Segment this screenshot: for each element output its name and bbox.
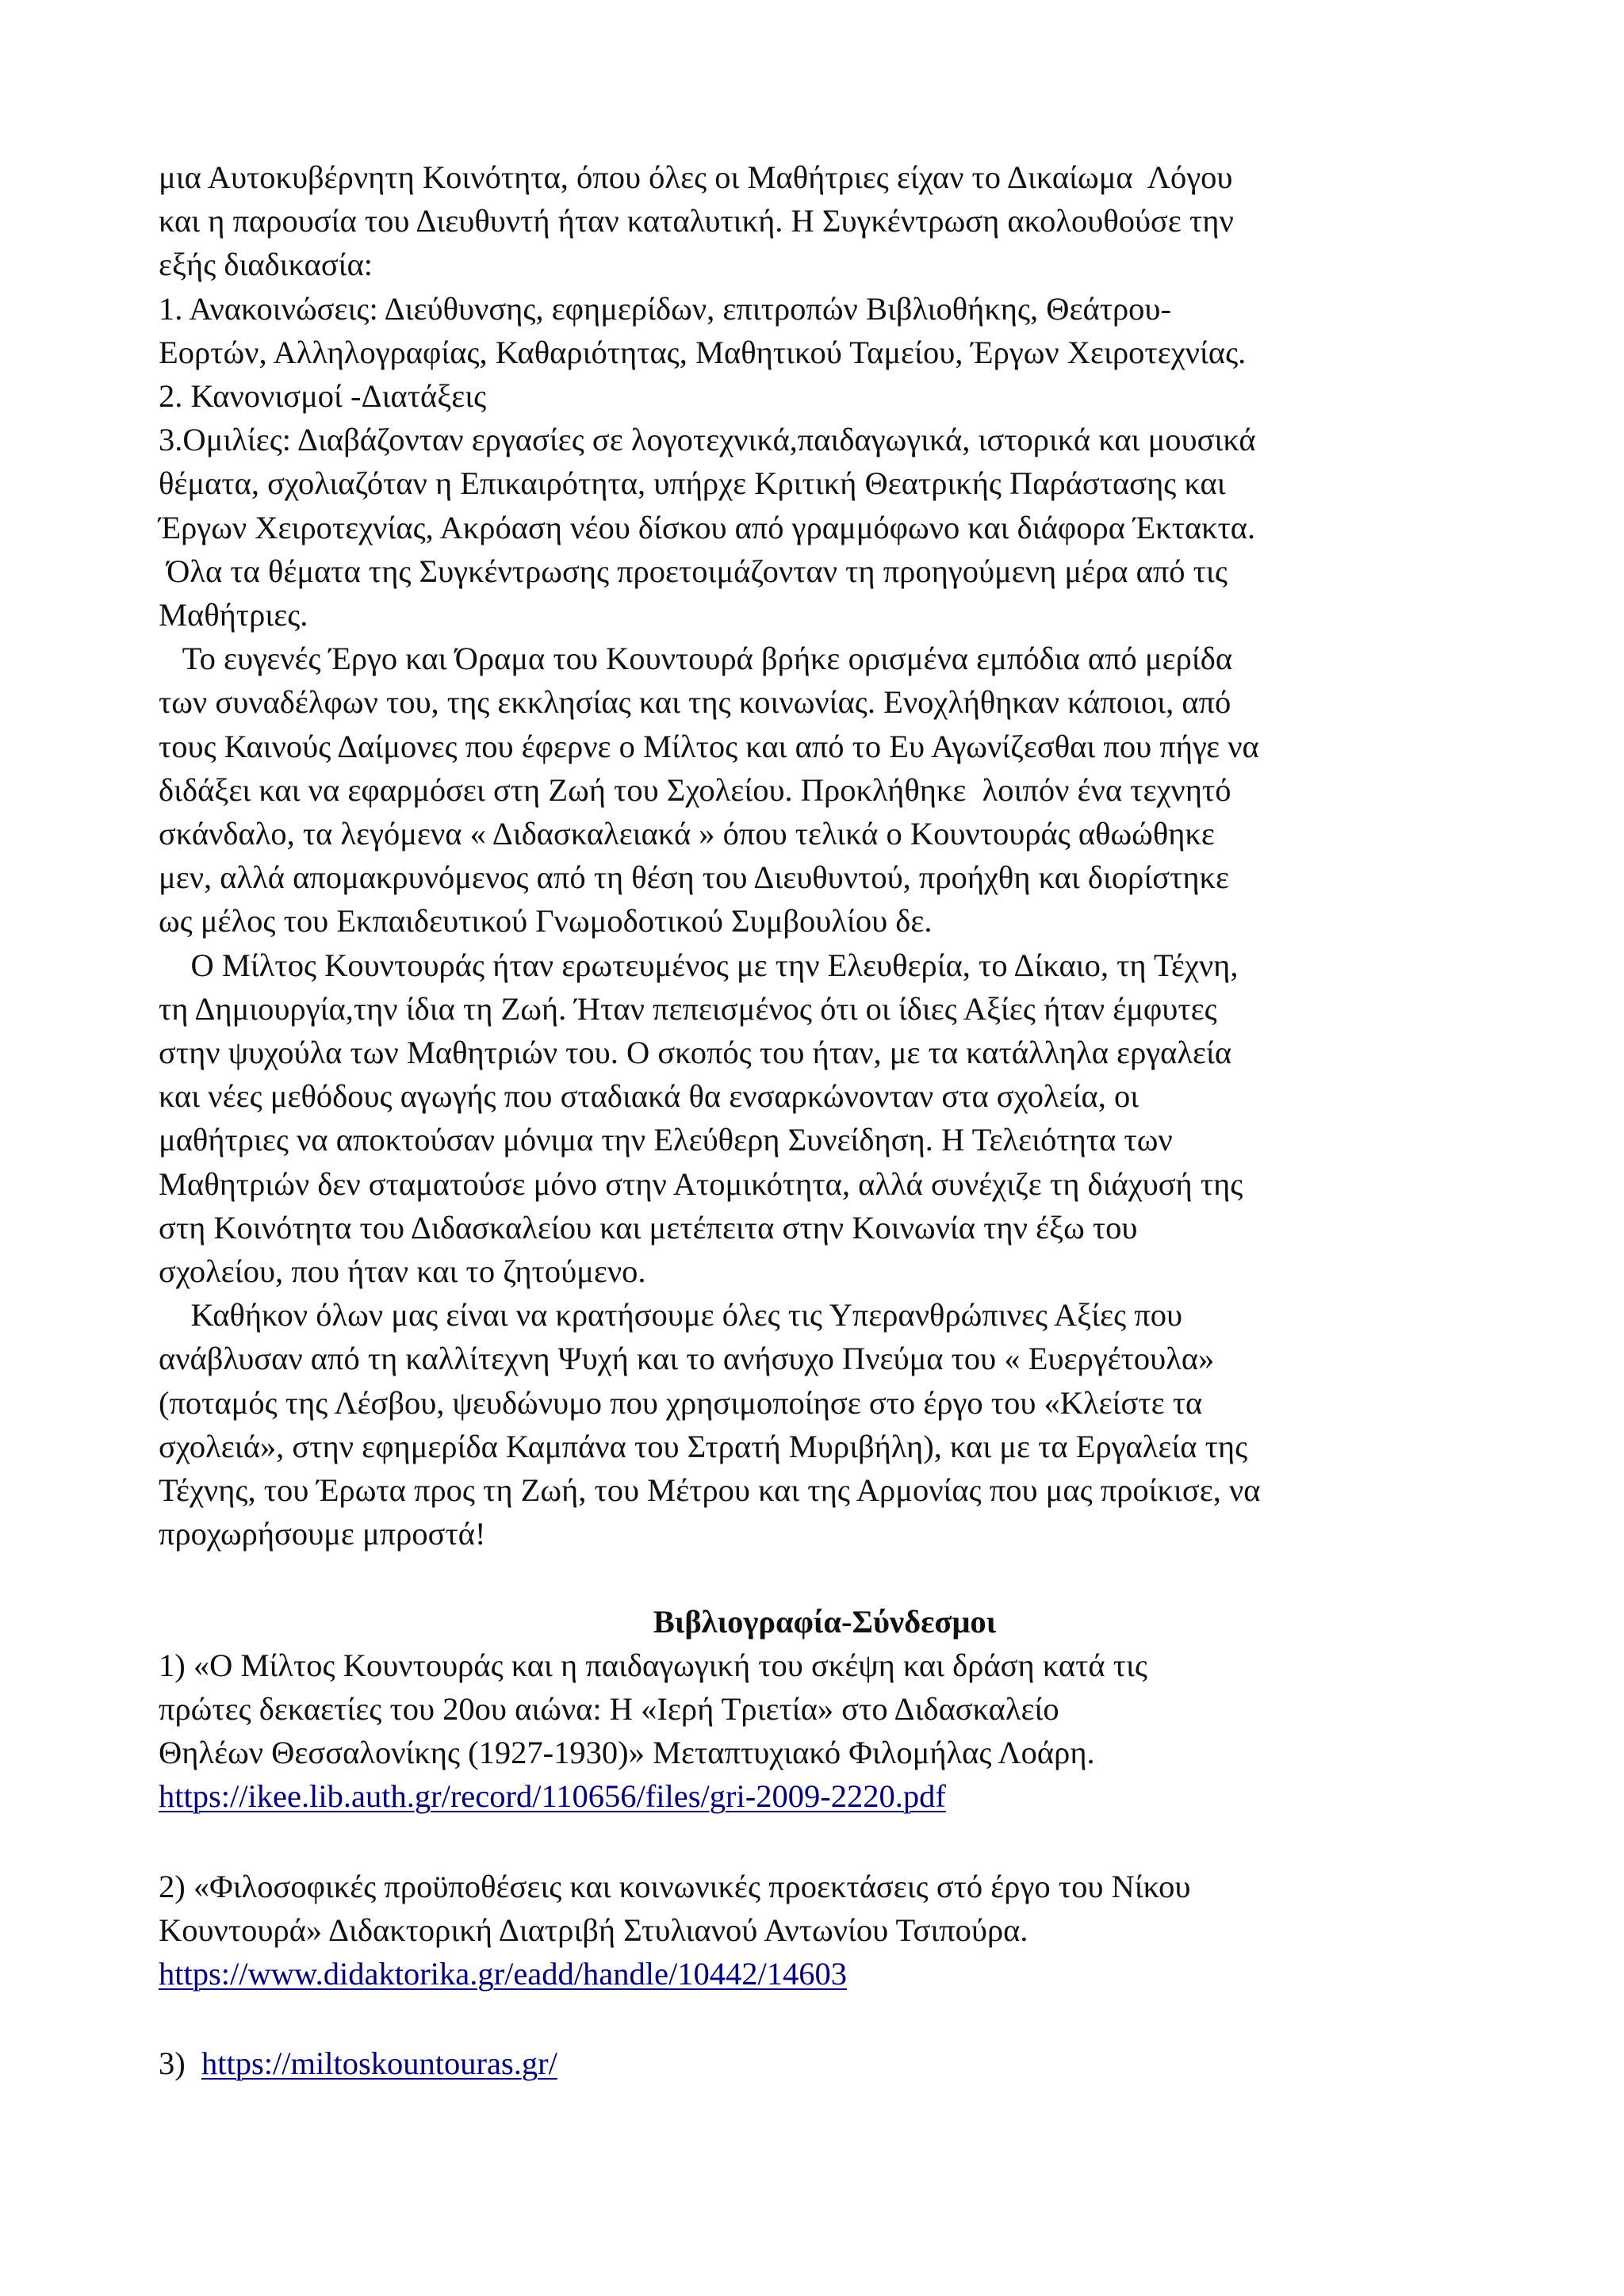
reference-line: 2) «Φιλοσοφικές προϋποθέσεις και κοινωνικές προεκτάσεις στό έργο του Νίκου — [159, 1868, 1191, 1904]
body-line: των συναδέλφων του, της εκκλησίας και της κοινωνίας. Ενοχλήθηκαν κάποιοι, από — [159, 684, 1231, 721]
reference-2 — [159, 1865, 1491, 1996]
reference-line: 1) «Ο Μίλτος Κουντουράς και η παιδαγωγική του σκέψη και δράση κατά τις — [159, 1647, 1147, 1683]
body-line: σκάνδαλο, τα λεγόμενα « Διδασκαλειακά » όπου τελικά ο Κουντουράς αθωώθηκε — [159, 816, 1215, 852]
body-line: ως μέλος του Εκπαιδευτικού Γνωμοδοτικού Συμβουλίου δε. — [159, 903, 933, 939]
body-text — [159, 155, 1491, 1556]
document-page — [159, 155, 1491, 2085]
body-line: σχολειά», στην εφημερίδα Καμπάνα του Στρατή Μυριβήλη), και με τα Εργαλεία της — [159, 1428, 1248, 1464]
body-line: Όλα τα θέματα της Συγκέντρωσης προετοιμάζονταν τη προηγούμενη μέρα από τις — [159, 553, 1228, 589]
body-line: ανάβλυσαν από τη καλλίτεχνη Ψυχή και το ανήσυχο Πνεύμα του « Ευεργέτουλα» — [159, 1341, 1215, 1377]
body-line: Καθήκον όλων μας είναι να κρατήσουμε όλες τις Υπερανθρώπινες Αξίες που — [159, 1297, 1183, 1334]
reference-1-link[interactable]: https://ikee.lib.auth.gr/record/110656/files/gri-2009-2220.pdf — [159, 1778, 946, 1815]
body-line: Τέχνης, του Έρωτα προς τη Ζωή, του Μέτρου και της Αρμονίας που μας προίκισε, να — [159, 1472, 1261, 1509]
body-line: μια Αυτοκυβέρνητη Κοινότητα, όπου όλες οι Μαθήτριες είχαν το Δικαίωμα Λόγου — [159, 159, 1233, 195]
reference-line: πρώτες δεκαετίες του 20ου αιώνα: Η «Ιερή Τριετία» στο Διδασκαλείο — [159, 1690, 1059, 1727]
body-line: μαθήτριες να αποκτούσαν μόνιμα την Ελεύθερη Συνείδηση. Η Τελειότητα των — [159, 1122, 1173, 1158]
reference-1 — [159, 1644, 1491, 1819]
body-line: θέματα, σχολιαζόταν η Επικαιρότητα, υπήρχε Κριτική Θεατρικής Παράστασης και — [159, 465, 1226, 502]
body-line: (ποταμός της Λέσβου, ψευδώνυμο που χρησιμοποίησε στο έργο του «Κλείστε τα — [159, 1384, 1203, 1421]
body-line: προχωρήσουμε μπροστά! — [159, 1516, 486, 1552]
body-line: εξής διαδικασία: — [159, 247, 373, 283]
body-line: Το ευγενές Έργο και Όραμα του Κουντουρά βρήκε ορισμένα εμπόδια από μερίδα — [159, 641, 1233, 677]
body-line: στη Κοινότητα του Διδασκαλείου και μετέπειτα στην Κοινωνία την έξω του — [159, 1209, 1138, 1246]
body-line: Μαθήτριες. — [159, 597, 308, 633]
body-line: Ο Μίλτος Κουντουράς ήταν ερωτευμένος με την Ελευθερία, το Δίκαιο, τη Τέχνη, — [159, 947, 1239, 983]
body-line: και η παρουσία του Διευθυντή ήταν καταλυτική. Η Συγκέντρωση ακολουθούσε την — [159, 203, 1234, 239]
bibliography-section — [159, 1600, 1491, 2086]
body-line: τους Καινούς Δαίμονες που έφερνε ο Μίλτος και από το Ευ Αγωνίζεσθαι που πήγε να — [159, 728, 1259, 764]
body-line: στην ψυχούλα των Μαθητριών του. Ο σκοπός του ήταν, με τα κατάλληλα εργαλεία — [159, 1035, 1232, 1071]
body-line: 1. Ανακοινώσεις: Διεύθυνσης, εφημερίδων, επιτροπών Βιβλιοθήκης, Θεάτρου- — [159, 290, 1171, 327]
body-line: και νέες μεθόδους αγωγής που σταδιακά θα ενσαρκώνονταν στα σχολεία, οι — [159, 1078, 1139, 1115]
body-line: Έργων Χειροτεχνίας, Ακρόαση νέου δίσκου από γραμμόφωνο και διάφορα Έκτακτα. — [159, 509, 1256, 545]
body-line: Εορτών, Αλληλογραφίας, Καθαριότητας, Μαθητικού Ταμείου, Έργων Χειροτεχνίας. — [159, 334, 1247, 370]
reference-3-number: 3) — [159, 2045, 201, 2082]
reference-2-link[interactable]: https://www.didaktorika.gr/eadd/handle/10442/14603 — [159, 1955, 847, 1992]
reference-line: Θηλέων Θεσσαλονίκης (1927-1930)» Μεταπτυχιακό Φιλομήλας Λοάρη. — [159, 1735, 1095, 1771]
reference-line: Κουντουρά» Διδακτορική Διατριβή Στυλιανού Αντωνίου Τσιπούρα. — [159, 1911, 1028, 1948]
bibliography-heading: Βιβλιογραφία-Σύνδεσμοι — [653, 1603, 997, 1640]
reference-3 — [159, 2042, 1491, 2085]
body-line: 3.Ομιλίες: Διαβάζονταν εργασίες σε λογοτεχνικά,παιδαγωγικά, ιστορικά και μουσικά — [159, 422, 1256, 458]
body-line: μεν, αλλά απομακρυνόμενος από τη θέση του Διευθυντού, προήχθη και διορίστηκε — [159, 859, 1229, 896]
body-line: σχολείου, που ήταν και το ζητούμενο. — [159, 1253, 646, 1290]
body-line: Μαθητριών δεν σταματούσε μόνο στην Ατομικότητα, αλλά συνέχιζε τη διάχυσή της — [159, 1165, 1243, 1202]
body-line: 2. Κανονισμοί -Διατάξεις — [159, 378, 487, 415]
body-line: τη Δημιουργία,την ίδια τη Ζωή. Ήταν πεπεισμένος ότι οι ίδιες Αξίες ήταν έμφυτες — [159, 990, 1217, 1027]
reference-3-link[interactable]: https://miltoskountouras.gr/ — [201, 2045, 557, 2082]
body-line: διδάξει και να εφαρμόσει στη Ζωή του Σχολείου. Προκλήθηκε λοιπόν ένα τεχνητό — [159, 771, 1231, 808]
